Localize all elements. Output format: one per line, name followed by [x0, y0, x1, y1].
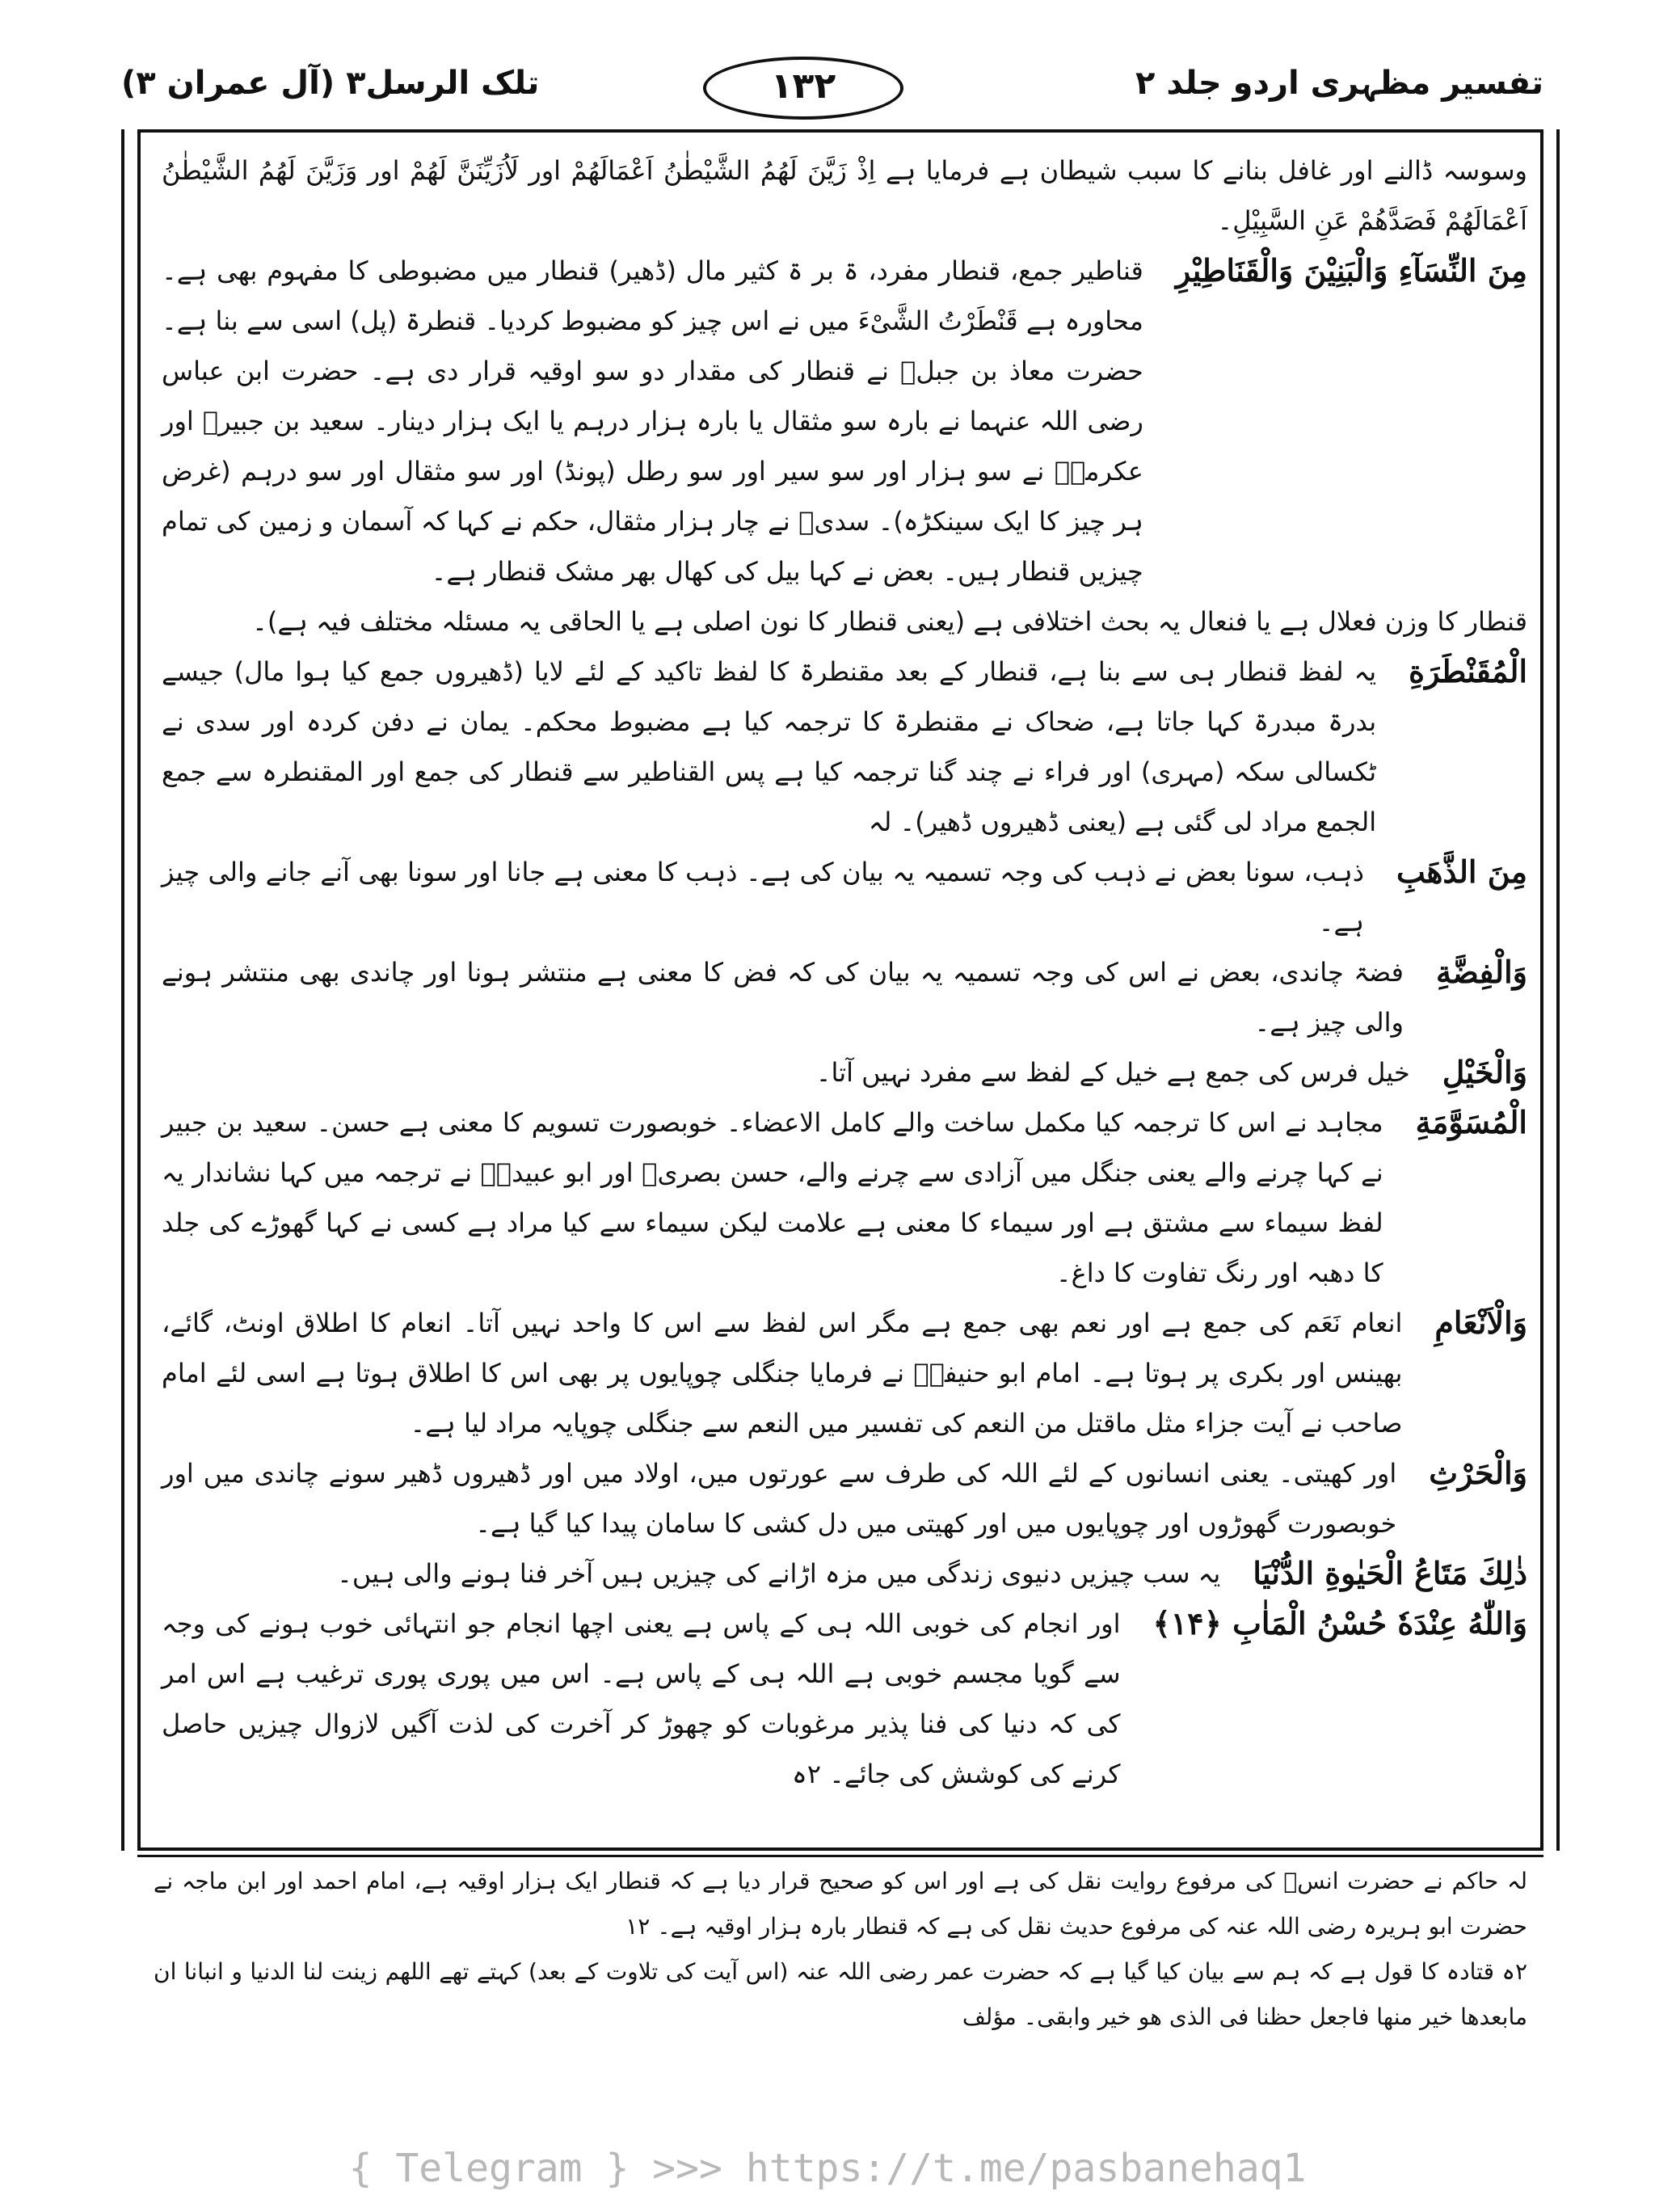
verse-term: ذٰلِكَ مَتَاعُ الْحَیٰوةِ الدُّنْیَا [1253, 1555, 1527, 1591]
entry-mataa [162, 1548, 1527, 1599]
entry-text: قناطیر جمع، قنطار مفرد، ۃ بر ۃ کثیر مال (ڈھیر) قنطار میں مضبوطی کا مفہوم بھی ہے۔ محاورہ ہے قَنْطَرْتُ الشَّیْءَ میں نے اس چیز کو مضبوط کردیا۔ قنطرۃ (پل) اسی سے بنا ہے۔ حضرت معاذ بن جبلؓ نے قنطار کی مقدار دو سو اوقیہ قرار دی ہے۔ حضرت ابن عباس رضی اللہ عنہما نے بارہ سو مثقال یا بارہ ہزار درہم یا ایک ہزار دینار۔ سعید بن جبیرؒ اور عکرمہؒ نے سو ہزار اور سو سیر اور سو رطل (پونڈ) اور سو مثقال اور سو درہم (غرض ہر چیز کا ایک سینکڑہ)۔ سدیؒ نے چار ہزار مثقال، حکم نے کہا کہ آسمان و زمین کی تمام چیزیں قنطار ہیں۔ بعض نے کہا بیل کی کھال بھر مشک قنطار ہے۔ [162, 255, 1143, 587]
entry-fidda [162, 947, 1527, 1047]
verse-term: وَالْحَرْثِ [1429, 1455, 1527, 1491]
entry-anam [162, 1298, 1527, 1448]
section-title: تلک الرسل۳ (آل عمران ۳) [121, 65, 540, 102]
entry-text: خیل فرس کی جمع ہے خیل کے لفظ سے مفرد نہیں آتا۔ [815, 1057, 1410, 1088]
verse-term: وَاللّٰهُ عِنْدَهٗ حُسْنُ الْمَاٰبِ ﴿۱۴﴾ [1152, 1605, 1527, 1641]
footnote-2: ۲ہ قتادہ کا قول ہے کہ ہم سے بیان کیا گیا ہے کہ حضرت عمر رضی اللہ عنہ (اس آیت کی تلاوت کے بعد) کہتے تھے اللھم زینت لنا الدنیا و انبانا ان مابعدھا خیر منھا فاجعل حظنا فی الذی ھو خیر وابقی۔ مؤلف [154, 1958, 1527, 2030]
entry-text: قنطار کا وزن فعلال ہے یا فنعال یہ بحث اختلافی ہے (یعنی قنطار کا نون اصلی ہے یا الحاقی یہ مسئلہ مختلف فیہ ہے)۔ [252, 606, 1527, 637]
entry-khayl [162, 1047, 1527, 1098]
telegram-watermark: { Telegram } >>> https://t.me/pasbanehaq1 [348, 2146, 1307, 2191]
intro-paragraph: وسوسہ ڈالنے اور غافل بنانے کا سبب شیطان ہے فرمایا ہے اِذْ زَیَّنَ لَهُمُ الشَّیْطٰنُ اَعْمَالَهُمْ اور لَاُزَیِّنَنَّ لَهُمْ اور وَزَیَّنَ لَهُمُ الشَّیْطٰنُ اَعْمَالَهُمْ فَصَدَّهُمْ عَنِ السَّبِیْلِ۔ [162, 155, 1527, 236]
entry-text: یہ سب چیزیں دنیوی زندگی میں مزہ اڑانے کی چیزیں ہیں آخر فنا ہونے والی ہیں۔ [337, 1558, 1221, 1589]
entry-husn-al-maab [162, 1599, 1527, 1799]
verse-term: وَالْخَیْلِ [1442, 1054, 1527, 1090]
verse-term: الْمُسَوَّمَةِ [1415, 1104, 1527, 1140]
entry-text: یہ لفظ قنطار ہی سے بنا ہے، قنطار کے بعد مقنطرۃ کا لفظ تاکید کے لئے لایا (ڈھیروں جمع کیا ہوا مال) جیسے بدرۃ مبدرۃ کہا جاتا ہے، ضحاک نے مقنطرۃ کا ترجمہ کیا ہے مضبوط محکم۔ یمان نے دفن کردہ اور سدی نے ٹکسالی سکہ (مہری) اور فراء نے چند گنا ترجمہ کیا ہے پس القناطیر سے قنطار کی جمع اور المقنطرہ سے جمع الجمع مراد لی گئی ہے (یعنی ڈھیروں ڈھیر)۔ لہ [162, 656, 1377, 837]
entry-muqantara [162, 647, 1527, 847]
entry-text: اور انجام کی خوبی اللہ ہی کے پاس ہے یعنی اچھا انجام جو انتہائی خوب ہونے کی وجہ سے گویا مجسم خوبی ہے اللہ ہی کے پاس ہے۔ اس میں پوری پوری ترغیب ہے اس امر کی کہ دنیا کی فنا پذیر مرغوبات کو چھوڑ کر آخرت کی لذت آگیں لازوال چیزیں حاصل کرنے کی کوشش کی جائے۔ ۲ہ [162, 1608, 1121, 1789]
entry-text: انعام نَعَم کی جمع ہے اور نعم بھی جمع ہے مگر اس لفظ سے اس کا واحد نہیں آتا۔ انعام کا اطلاق اونٹ، گائے، بھینس اور بکری پر ہوتا ہے۔ امام ابو حنیفہؒ نے فرمایا جنگلی چوپایوں پر بھی اس کا اطلاق ہوتا ہے اسی لئے امام صاحب نے آیت جزاء مثل ماقتل من النعم کی تفسیر میں النعم سے جنگلی چوپایہ مراد لیا ہے۔ [162, 1308, 1403, 1439]
entry-text: مجاہد نے اس کا ترجمہ کیا مکمل ساخت والے کامل الاعضاء۔ خوبصورت تسویم کا معنی ہے حسن۔ سعید بن جبیر نے کہا چرنے والے یعنی جنگل میں آزادی سے چرنے والے، حسن بصریؒ اور ابو عبیدہؒ نے ترجمہ میں کہا نشاندار یہ لفظ سیماء سے مشتق ہے اور سیماء کا معنی ہے علامت لیکن سیماء سے کیا مراد ہے کسی نے کہا گھوڑے کی جلد کا دھبہ اور رنگ تفاوت کا داغ۔ [162, 1107, 1383, 1288]
verse-term: وَالْاَنْعَامِ [1434, 1304, 1527, 1341]
verse-term: وَالْفِضَّةِ [1435, 954, 1527, 990]
entry-text: فضۃ چاندی، بعض نے اس کی وجہ تسمیہ یہ بیان کی کہ فض کا معنی ہے منتشر ہونا اور چاندی بھی منتشر ہونے والی چیز ہے۔ [162, 957, 1404, 1038]
entry-musawwama [162, 1098, 1527, 1298]
frame-rule-right [1556, 129, 1560, 1851]
commentary-body [162, 145, 1527, 1799]
entry-harth [162, 1448, 1527, 1548]
frame-rule-left [121, 129, 124, 1851]
footnotes [137, 1859, 1543, 2040]
entry-qanatir [162, 246, 1527, 596]
verse-term: مِنَ الذَّهَبِ [1396, 853, 1527, 890]
verse-term: مِنَ النِّسَآءِ وَالْبَنِیْنَ وَالْقَنَاطِیْرِ [1175, 252, 1527, 289]
entry-dhahab [162, 847, 1527, 947]
page-header [121, 57, 1543, 121]
entry-qintar-wazn [162, 596, 1527, 647]
footnote-divider [137, 1855, 1543, 1857]
entry-text: اور کھیتی۔ یعنی انسانوں کے لئے اللہ کی طرف سے عورتوں میں، اولاد میں اور ڈھیروں ڈھیر سونے چاندی میں اور خوبصورت گھوڑوں اور چوپایوں میں اور کھیتی میں دل کشی کا سامان پیدا کیا گیا ہے۔ [162, 1458, 1397, 1539]
page-number: ۱۳۲ [703, 57, 903, 120]
verse-term: الْمُقَنْطَرَةِ [1409, 653, 1527, 689]
footnote-1: لہ حاکم نے حضرت انسؓ کی مرفوع روایت نقل کی ہے اور اس کو صحیح قرار دیا ہے کہ قنطار ایک ہزار اوقیہ ہے، امام احمد اور ابن ماجہ نے حضرت ابو ہریرہ رضی اللہ عنہ کی مرفوع حدیث نقل کی ہے کہ قنطار بارہ ہزار اوقیہ ہے۔ ۱۲ [154, 1868, 1527, 1940]
book-title: تفسیر مظہری اردو جلد ۲ [1135, 65, 1543, 102]
entry-text: ذہب، سونا بعض نے ذہب کی وجہ تسمیہ یہ بیان کی ہے۔ ذہب کا معنی ہے جانا اور سونا بھی آنے جانے والی چیز ہے۔ [162, 857, 1365, 937]
